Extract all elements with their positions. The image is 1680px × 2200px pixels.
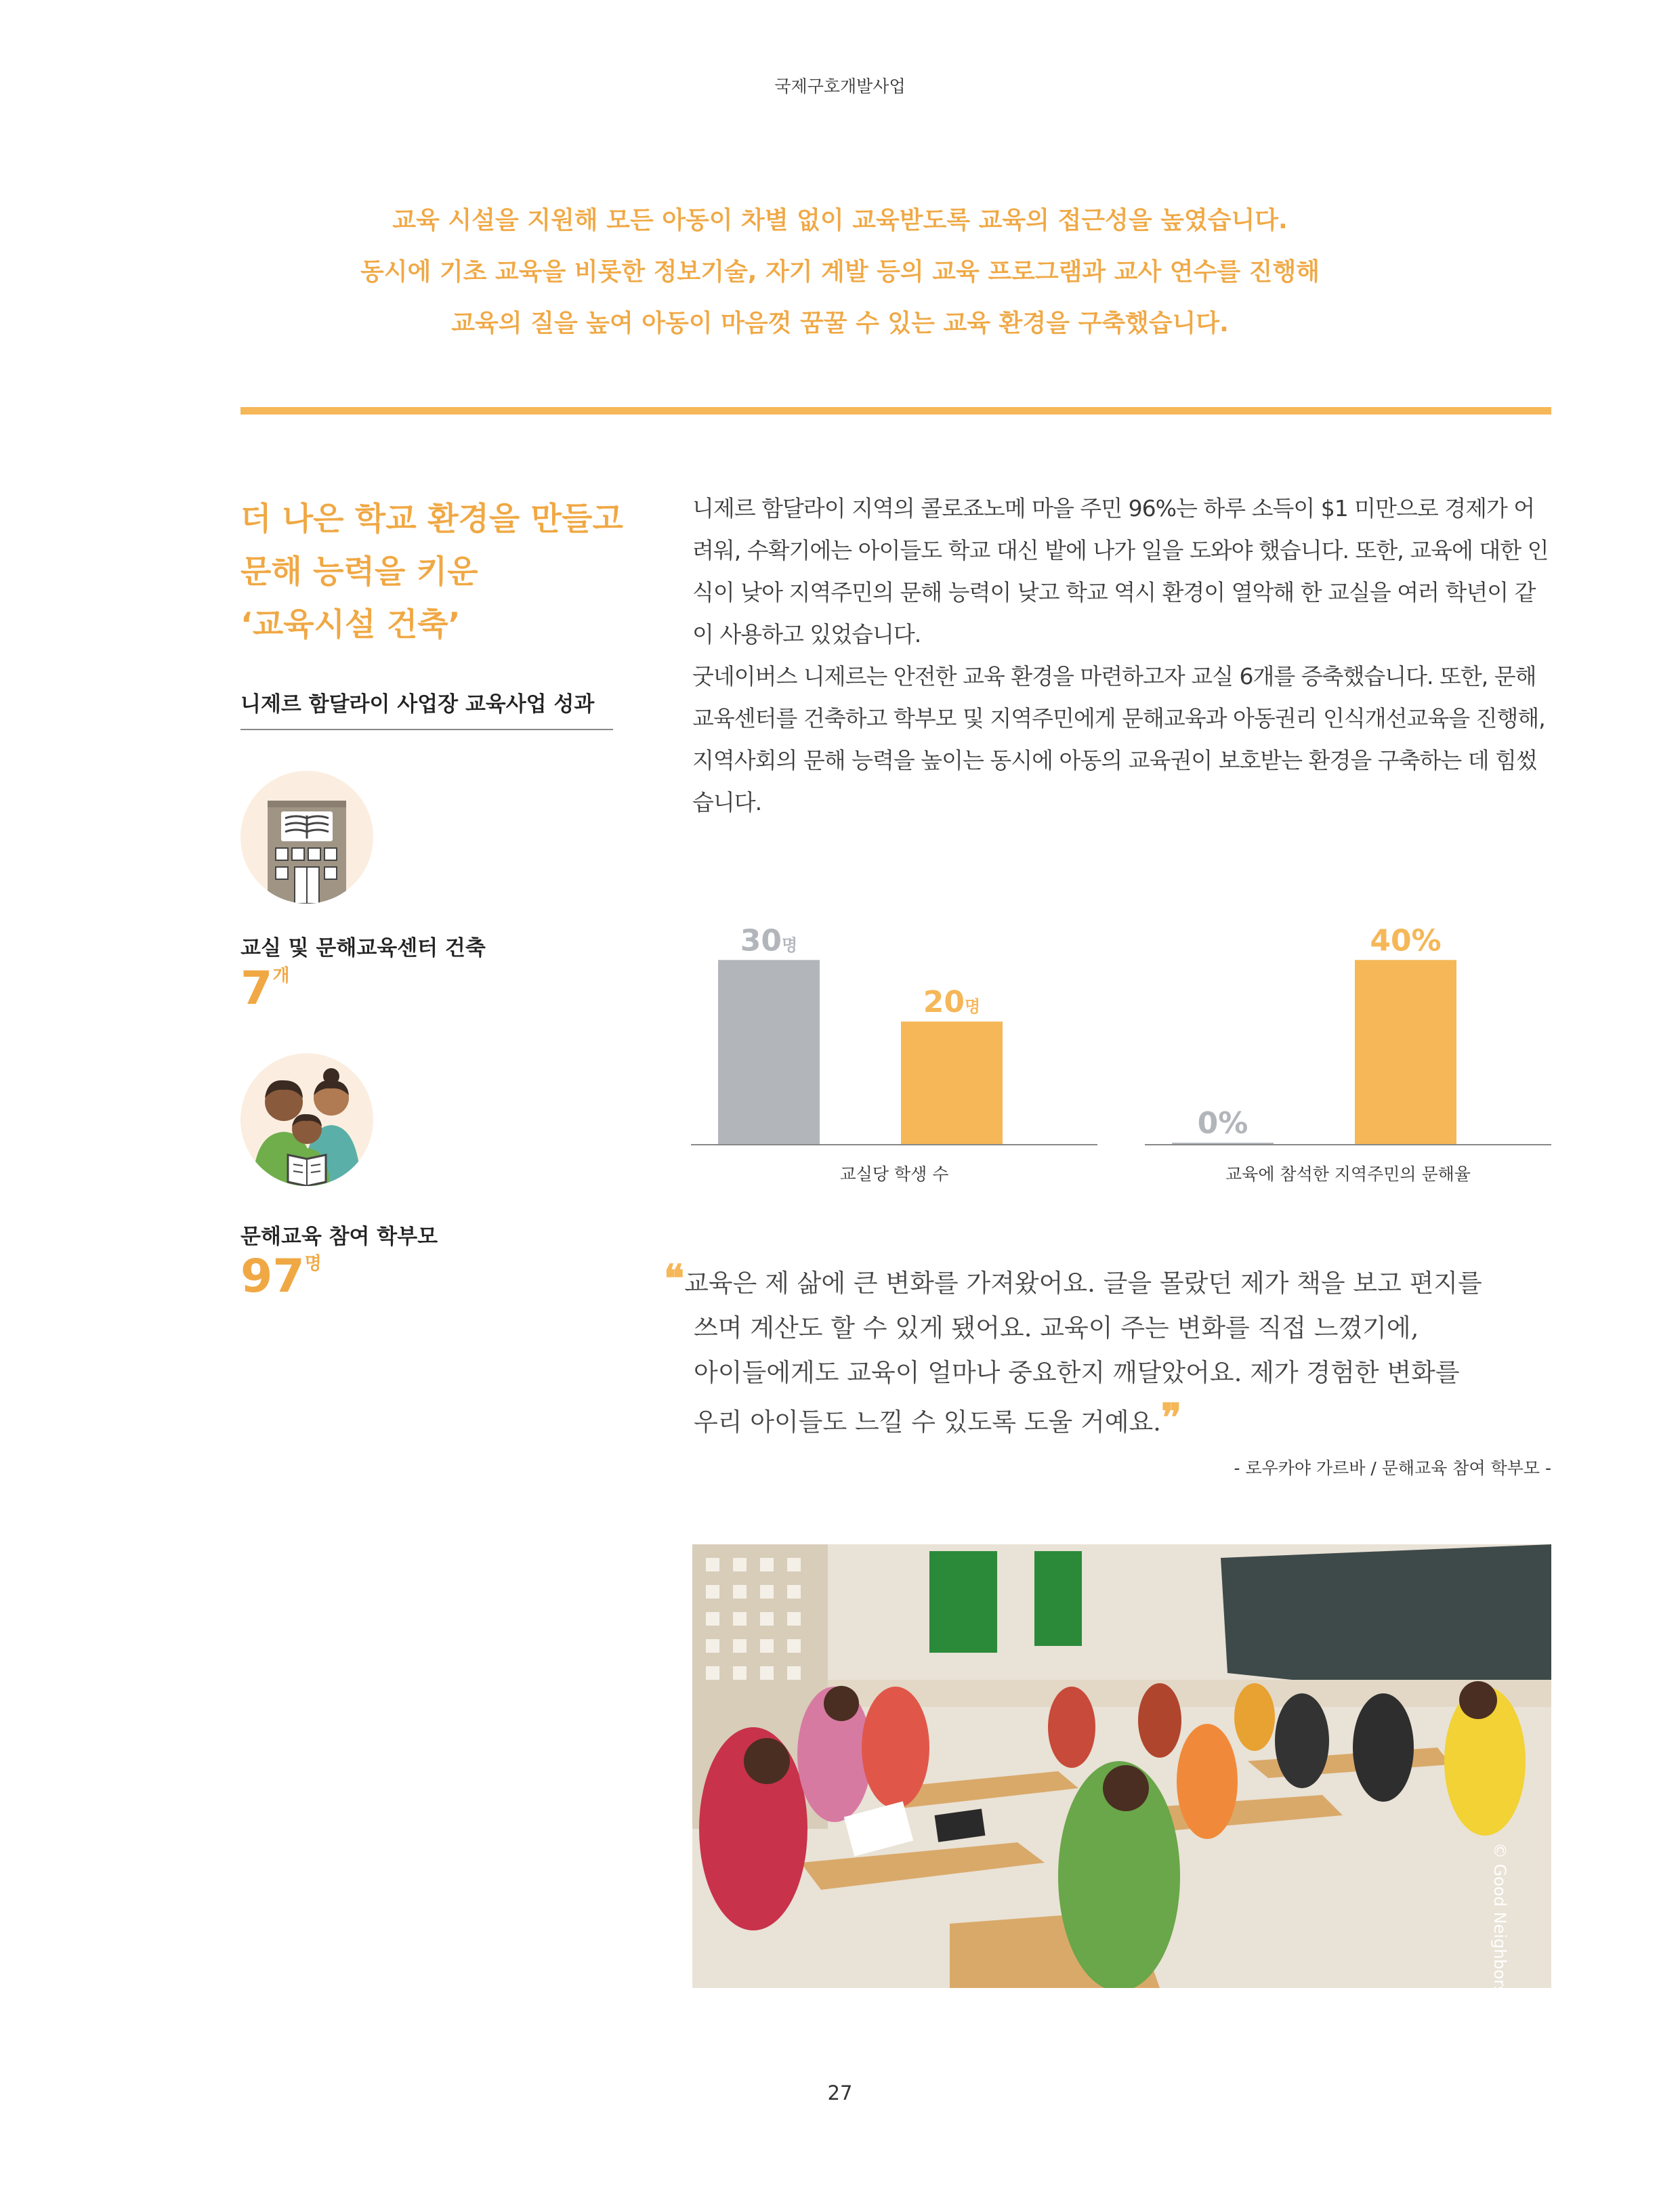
chart-class-size [691, 923, 1097, 1184]
bar-value-label: 30명 [740, 923, 798, 958]
intro-line: 동시에 기초 교육을 비롯한 정보기술, 자기 계발 등의 교육 프로그램과 교사 연수를 진행해 [360, 258, 1320, 286]
body-paragraph: 니제르 함달라이 지역의 콜로죠노메 마을 주민 96%는 하루 소득이 $1 미만으로 경제가 어려워, 수확기에는 아이들도 학교 대신 밭에 나가 일을 도와야 했습니다. 또한, 교육에 대한 인식이 낮아 지역주민의 문해 능력이 낮고 학교 역시 환경이 열악해 한 교실을 여러 학년이 같이 사용하고 있었습니다. [692, 495, 1549, 648]
x-axis-label: 교육에 참석한 지역주민의 문해율 [1225, 1164, 1471, 1184]
running-header: 국제구호개발사업 [774, 77, 906, 96]
bar-charts [691, 901, 1553, 1192]
stat-label: 문해교육 참여 학부모 [240, 1225, 438, 1249]
section-heading: 더 나은 학교 환경을 만들고 문해 능력을 키운 ‘교육시설 건축’ [240, 501, 623, 643]
close-quote-mark: ❞ [1160, 1395, 1182, 1440]
stat-value: 7개 [240, 962, 290, 1015]
section-divider [240, 407, 1551, 415]
chart-literacy-rate [1145, 923, 1551, 1184]
intro-line: 교육의 질을 높여 아동이 마음껏 꿈꿀 수 있는 교육 환경을 구축했습니다. [451, 310, 1229, 337]
section-subheading: 니제르 함달라이 사업장 교육사업 성과 [240, 692, 595, 717]
open-quote-mark: ❝ [664, 1256, 685, 1301]
bar [1355, 960, 1456, 1145]
quote-attribution: - 로우카야 가르바 / 문해교육 참여 학부모 - [1234, 1458, 1551, 1478]
family-reading-icon [240, 1053, 373, 1186]
bar [901, 1021, 1003, 1145]
photo-credit: © Good Neighbors [1490, 1842, 1509, 1995]
quote-line: 교육은 제 삶에 큰 변화를 가져왔어요. 글을 몰랐던 제가 책을 보고 편지를 [684, 1269, 1482, 1298]
bar-value-label: 40% [1370, 923, 1442, 958]
intro-text [0, 195, 1680, 350]
body-text [692, 488, 1551, 824]
quote-line: 쓰며 계산도 할 수 있게 됐어요. 교육이 주는 변화를 직접 느꼈기에, [694, 1313, 1419, 1342]
bar-value-label: 0% [1197, 1106, 1248, 1141]
testimonial-quote [664, 1256, 1551, 1445]
stat-label: 교실 및 문해교육센터 건축 [240, 936, 486, 960]
quote-line: 아이들에게도 교육이 얼마나 중요한지 깨달았어요. 제가 경험한 변화를 [694, 1358, 1460, 1387]
quote-line: 우리 아이들도 느낄 수 있도록 도울 거예요. [694, 1408, 1161, 1437]
page-number: 27 [827, 2081, 853, 2104]
intro-line: 교육 시설을 지원해 모든 아동이 차별 없이 교육받도록 교육의 접근성을 높였습니다. [392, 207, 1288, 234]
stat-value: 97명 [240, 1250, 322, 1303]
subheading-rule [240, 729, 613, 730]
body-paragraph: 굿네이버스 니제르는 안전한 교육 환경을 마련하고자 교실 6개를 증축했습니다. 또한, 문해교육센터를 건축하고 학부모 및 지역주민에게 문해교육과 아동권리 인식개선교육을 진행해, 지역사회의 문해 능력을 높이는 동시에 아동의 교육권이 보호받는 환경을 구축하는 데 힘썼습니다. [692, 663, 1545, 816]
bar [718, 960, 820, 1145]
bar-value-label: 20명 [923, 985, 981, 1020]
classroom-photo [692, 1544, 1551, 1988]
x-axis-label: 교실당 학생 수 [839, 1164, 949, 1184]
school-building-icon [240, 771, 373, 904]
